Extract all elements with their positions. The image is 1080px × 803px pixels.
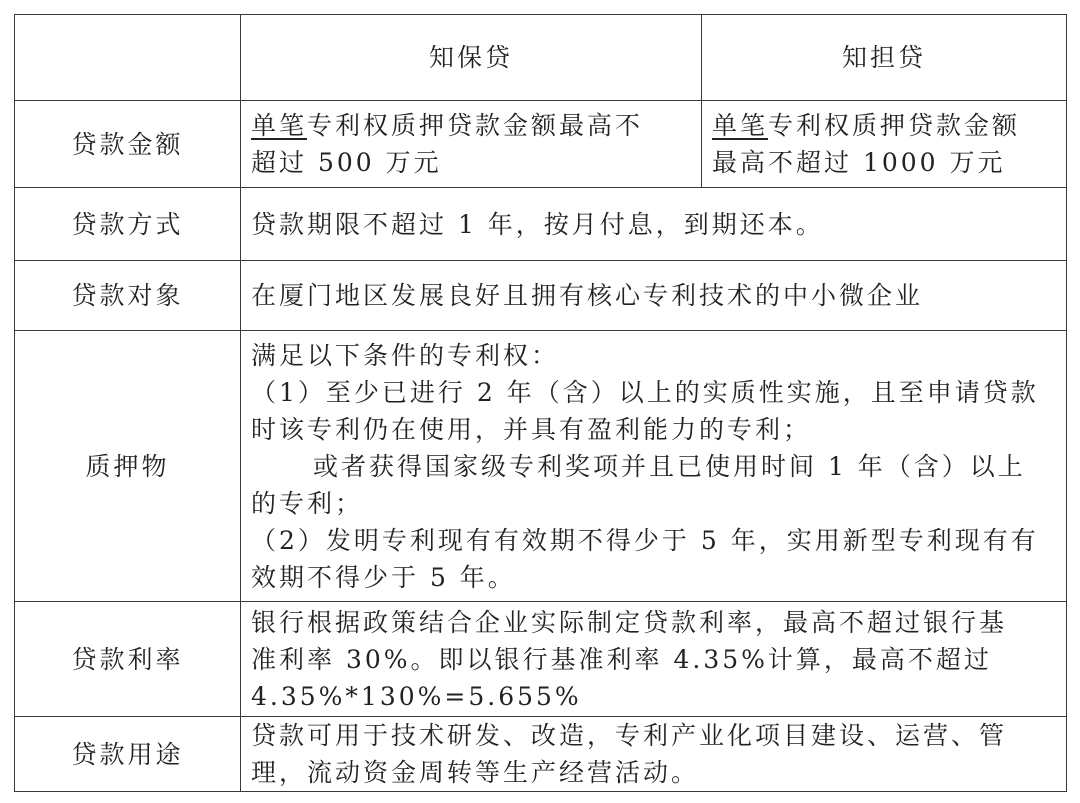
collateral-line-1: 满足以下条件的专利权： bbox=[251, 340, 560, 370]
collateral-line-6: （2）发明专利现有有效期不得少于 5 年，实用新型专利现有有 bbox=[251, 525, 1039, 555]
rate-row bbox=[15, 602, 1067, 717]
loan-comparison-table bbox=[14, 14, 1067, 792]
collateral-row bbox=[15, 331, 1067, 602]
header-zhibaodai: 知保贷 bbox=[241, 15, 702, 101]
usage-line-2: 理，流动资金周转等生产经营活动。 bbox=[251, 758, 700, 787]
header-row bbox=[15, 15, 1067, 101]
amount-b-line1 bbox=[712, 107, 1056, 144]
usage-label: 贷款用途 bbox=[15, 717, 241, 792]
amount-row bbox=[15, 101, 1067, 188]
amount-zhibaodai-cell bbox=[241, 101, 702, 188]
collateral-text bbox=[241, 331, 1067, 602]
target-label: 贷款对象 bbox=[15, 261, 241, 331]
collateral-label: 质押物 bbox=[15, 331, 241, 602]
amount-zhidandai-cell bbox=[702, 101, 1067, 188]
header-empty-cell bbox=[15, 15, 241, 101]
rate-line-3: 4.35%*130%=5.655% bbox=[251, 681, 582, 711]
amount-a-line1 bbox=[251, 107, 691, 144]
usage-text bbox=[241, 717, 1067, 792]
rate-label: 贷款利率 bbox=[15, 602, 241, 717]
header-zhidandai: 知担贷 bbox=[702, 15, 1067, 101]
method-text: 贷款期限不超过 1 年，按月付息，到期还本。 bbox=[241, 188, 1067, 261]
collateral-line-5: 的专利； bbox=[251, 488, 364, 518]
amount-a-underlined: 单笔 bbox=[251, 111, 308, 140]
collateral-line-7: 效期不得少于 5 年。 bbox=[251, 562, 516, 592]
rate-line-2: 准利率 30%。即以银行基准利率 4.35%计算，最高不超过 bbox=[251, 644, 992, 674]
rate-line-1: 银行根据政策结合企业实际制定贷款利率，最高不超过银行基 bbox=[251, 607, 1008, 637]
amount-label: 贷款金额 bbox=[15, 101, 241, 188]
target-row bbox=[15, 261, 1067, 331]
amount-a-line2: 超过 500 万元 bbox=[251, 148, 442, 177]
rate-text bbox=[241, 602, 1067, 717]
method-row bbox=[15, 188, 1067, 261]
usage-line-1: 贷款可用于技术研发、改造，专利产业化项目建设、运营、管 bbox=[251, 721, 1008, 750]
collateral-line-3: 时该专利仍在使用，并具有盈利能力的专利； bbox=[251, 414, 812, 444]
method-label: 贷款方式 bbox=[15, 188, 241, 261]
amount-a-rest: 专利权质押贷款金额最高不 bbox=[307, 111, 644, 140]
amount-b-line2: 最高不超过 1000 万元 bbox=[712, 148, 1006, 177]
collateral-line-4: 或者获得国家级专利奖项并且已使用时间 1 年（含）以上 bbox=[313, 451, 1026, 481]
amount-b-rest: 专利权质押贷款金额 bbox=[768, 111, 1021, 140]
usage-row bbox=[15, 717, 1067, 792]
amount-b-underlined: 单笔 bbox=[712, 111, 769, 140]
collateral-line-2: （1）至少已进行 2 年（含）以上的实质性实施，且至申请贷款 bbox=[251, 377, 1039, 407]
target-text: 在厦门地区发展良好且拥有核心专利技术的中小微企业 bbox=[241, 261, 1067, 331]
